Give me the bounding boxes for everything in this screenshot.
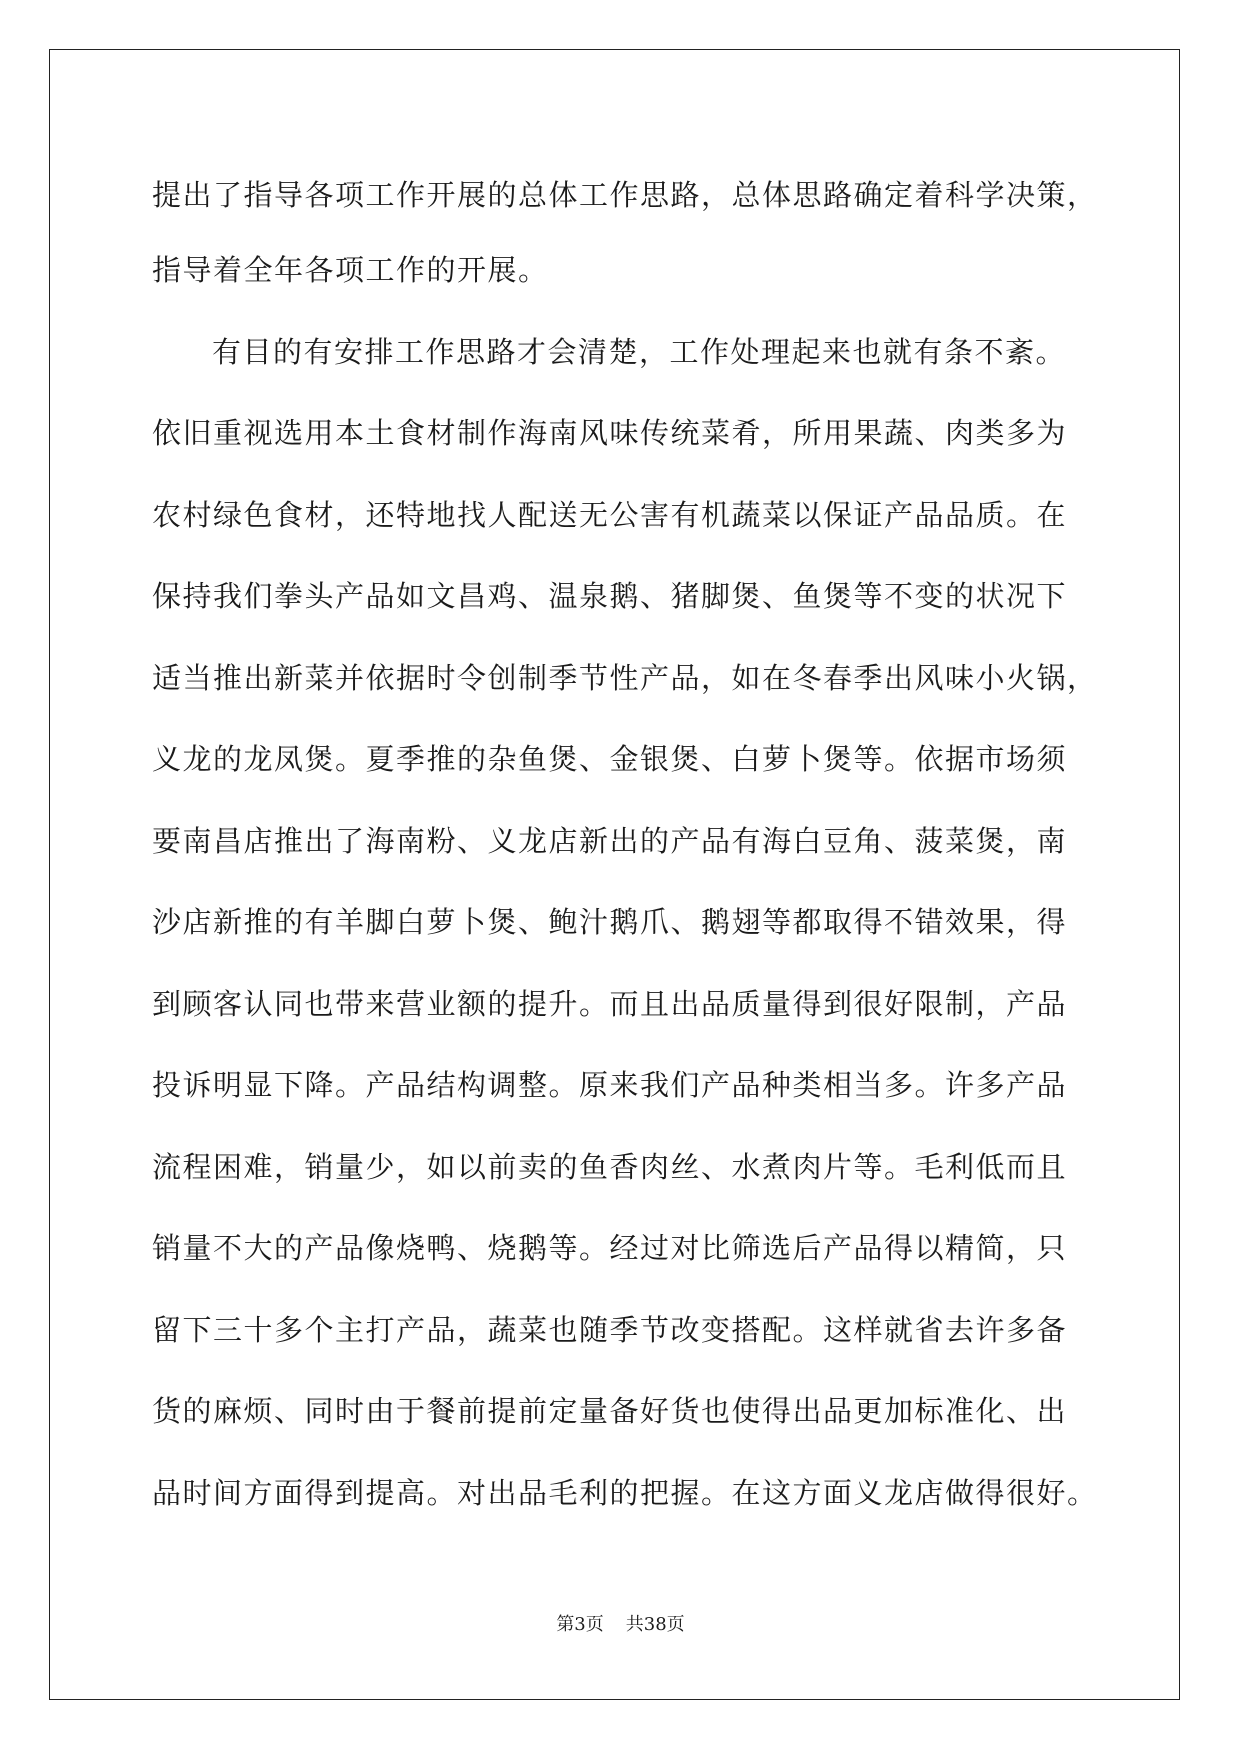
page-total: 共38页: [625, 1614, 685, 1635]
text-line: 销量不大的产品像烧鸭、烧鹅等。经过对比筛选后产品得以精简，只: [152, 1231, 1068, 1265]
text-line: 有目的有安排工作思路才会清楚，工作处理起来也就有条不紊。: [212, 334, 1067, 369]
text-line: 指导着全年各项工作的开展。: [152, 253, 549, 287]
page-footer: [0, 1610, 1241, 1636]
text-line: 要南昌店推出了海南粉、义龙店新出的产品有海白豆角、菠菜煲，南: [152, 823, 1068, 858]
text-line: 依旧重视选用本土食材制作海南风味传统菜肴，所用果蔬、肉类多为: [152, 416, 1068, 450]
text-line: 适当推出新菜并依据时令创制季节性产品，如在冬春季出风味小火锅，: [152, 660, 1098, 695]
text-line: 到顾客认同也带来营业额的提升。而且出品质量得到很好限制，产品: [152, 986, 1068, 1021]
text-line: 品时间方面得到提高。对出品毛利的把握。在这方面义龙店做得很好。: [152, 1475, 1098, 1510]
text-line: 沙店新推的有羊脚白萝卜煲、鲍汁鹅爪、鹅翅等都取得不错效果，得: [152, 905, 1068, 939]
text-line: 提出了指导各项工作开展的总体工作思路，总体思路确定着科学决策，: [152, 178, 1098, 212]
text-line: 留下三十多个主打产品，蔬菜也随季节改变搭配。这样就省去许多备: [152, 1312, 1068, 1347]
text-line: 保持我们拳头产品如文昌鸡、温泉鹅、猪脚煲、鱼煲等不变的状况下: [152, 579, 1068, 613]
text-line: 投诉明显下降。产品结构调整。原来我们产品种类相当多。许多产品: [152, 1068, 1068, 1102]
page-number: 第3页: [556, 1614, 604, 1635]
text-line: 农村绿色食材，还特地找人配送无公害有机蔬菜以保证产品品质。在: [152, 497, 1068, 532]
text-line: 流程困难，销量少，如以前卖的鱼香肉丝、水煮肉片等。毛利低而且: [152, 1149, 1068, 1184]
text-line: 义龙的龙凤煲。夏季推的杂鱼煲、金银煲、白萝卜煲等。依据市场须: [152, 742, 1068, 776]
text-line: 货的麻烦、同时由于餐前提前定量备好货也使得出品更加标准化、出: [152, 1394, 1068, 1428]
document-body: [152, 160, 1098, 1534]
